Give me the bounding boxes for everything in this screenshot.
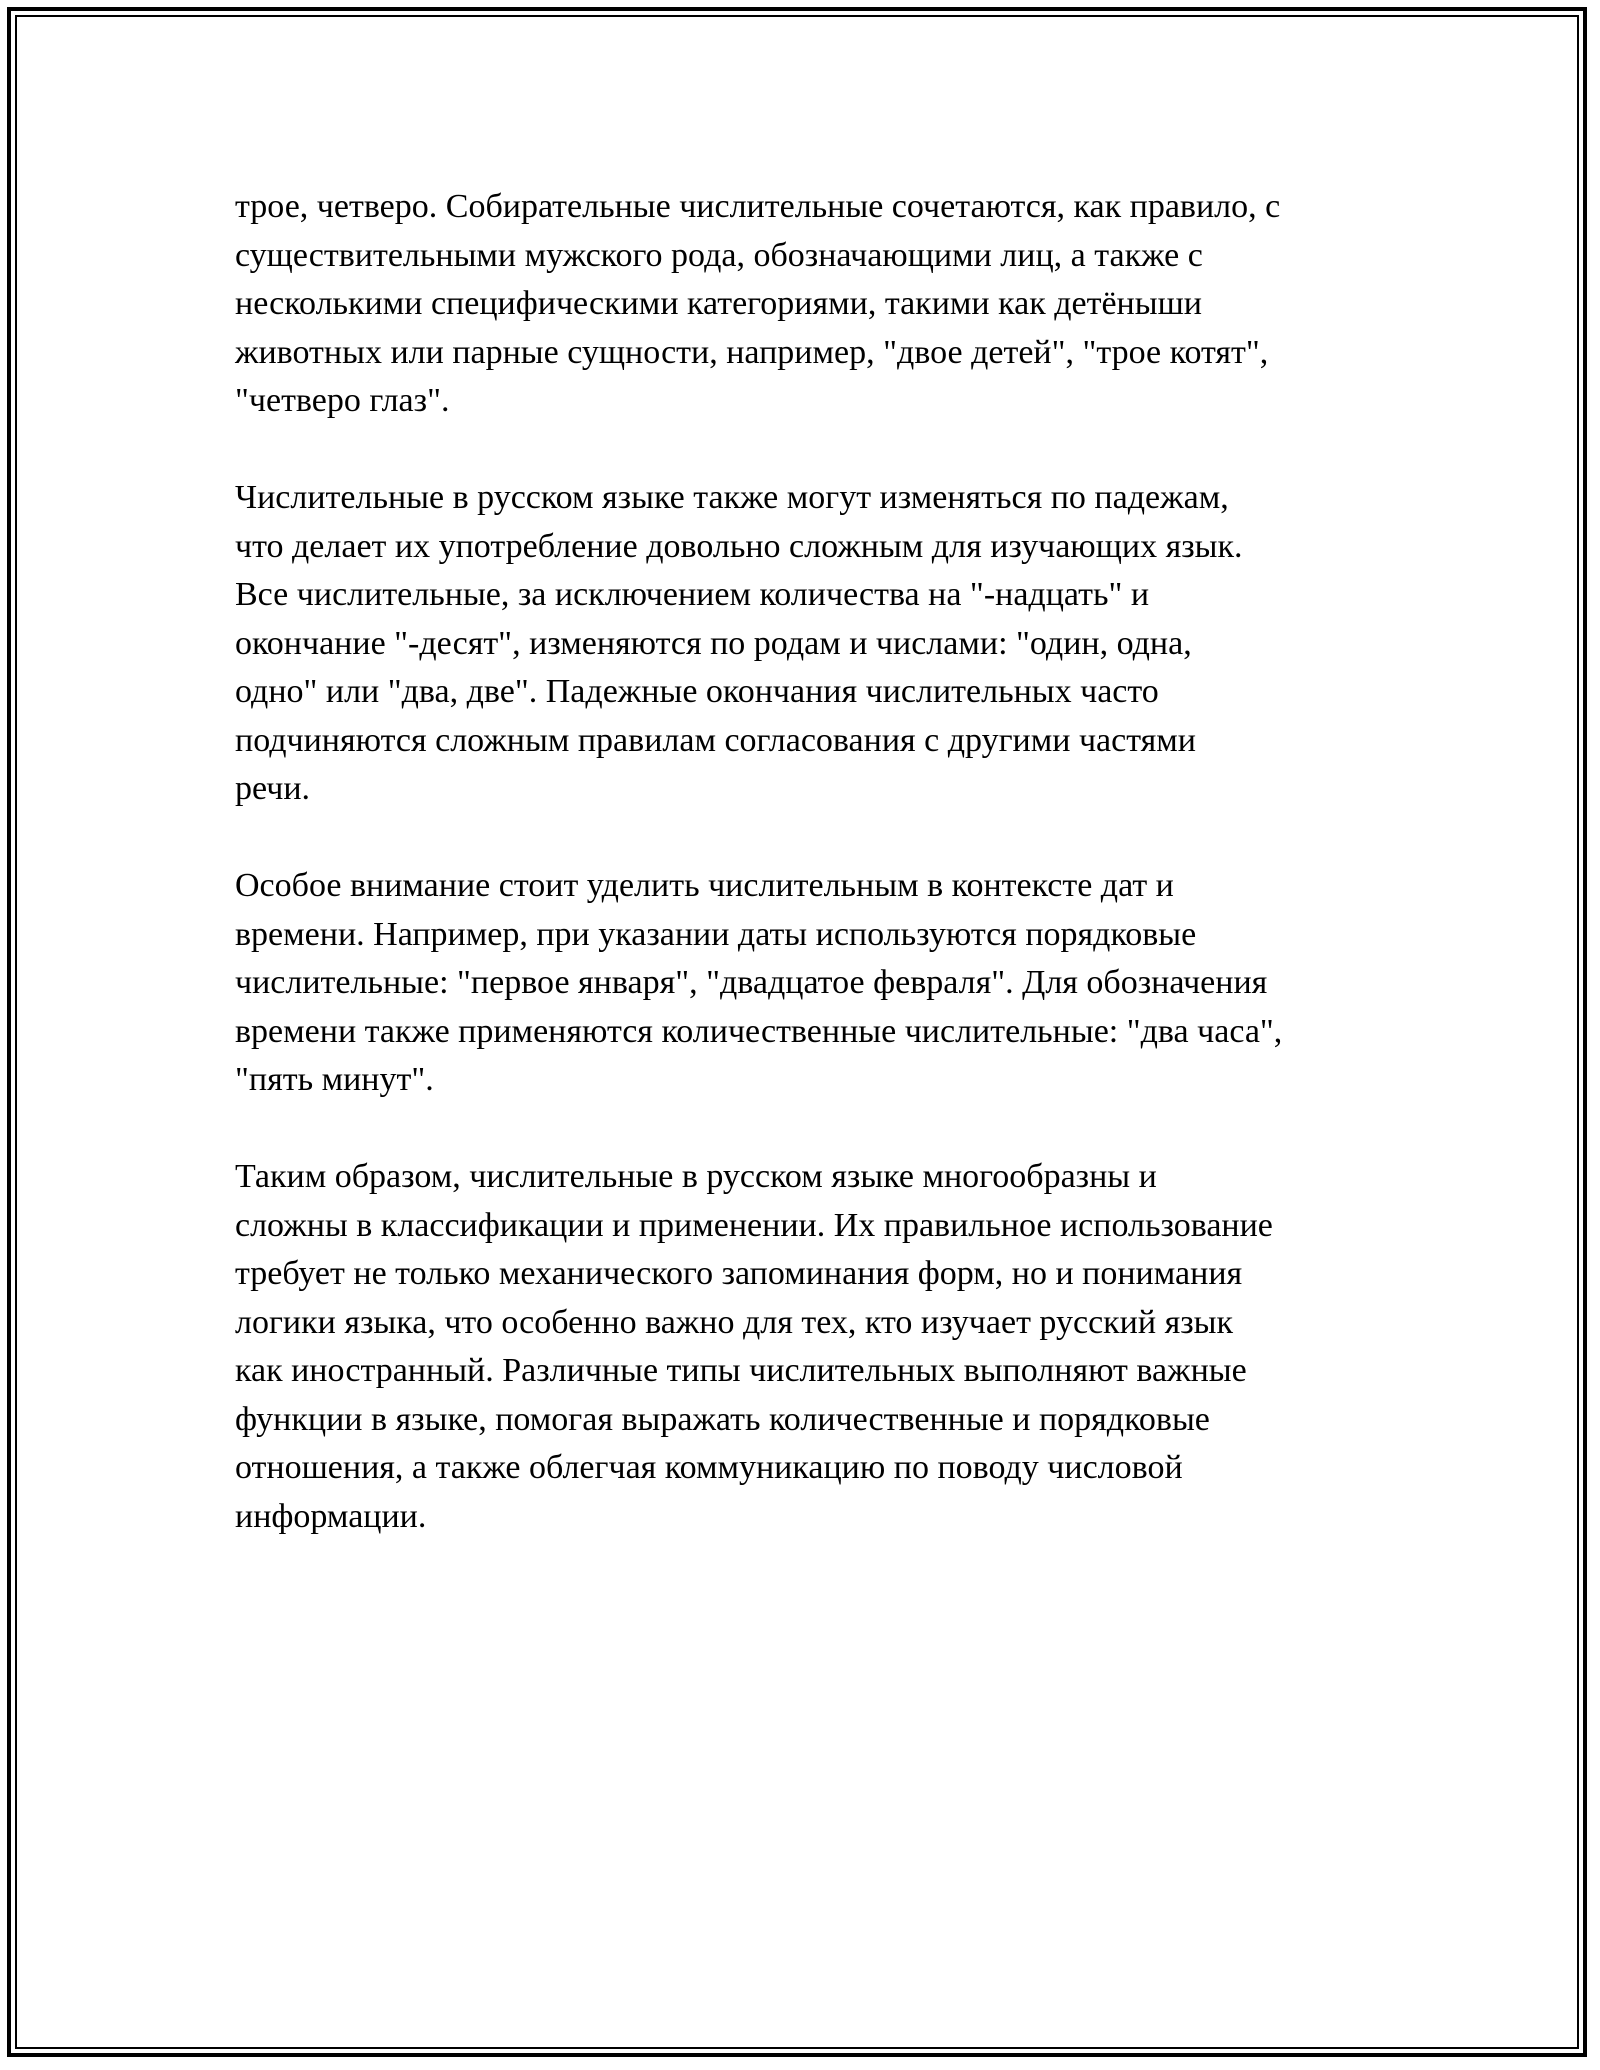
paragraph-line: что делает их употребление довольно сложным для изучающих язык. — [235, 527, 1243, 565]
paragraph-line: подчиняются сложным правилам согласования с другими частями — [235, 721, 1196, 759]
paragraph-line: Таким образом, числительные в русском языке многообразны и — [235, 1158, 1157, 1195]
paragraph-line: функции в языке, помогая выражать количественные и порядковые — [235, 1400, 1210, 1438]
paragraph-line: числительные: "первое января", "двадцатое февраля". Для обозначения — [235, 964, 1268, 1001]
paragraph-line: животных или парные сущности, например, "двое детей", "трое котят", — [235, 333, 1269, 371]
paragraph-line: Особое внимание стоит уделить числительным в контексте дат и — [235, 867, 1174, 904]
paragraph-line: информации. — [235, 1497, 427, 1535]
paragraph-1 — [235, 183, 1415, 426]
paragraph-line: сложны в классификации и применении. Их правильное использование — [235, 1206, 1273, 1244]
paragraph-3 — [235, 862, 1415, 1105]
paragraph-line: "пять минут". — [235, 1061, 434, 1098]
paragraph-line: Числительные в русском языке также могут изменяться по падежам, — [235, 479, 1229, 516]
paragraph-line: времени также применяются количественные числительные: "два часа", — [235, 1012, 1283, 1050]
paragraph-line: требует не только механического запоминания форм, но и понимания — [235, 1255, 1243, 1292]
document-body — [235, 183, 1415, 1590]
paragraph-line: времени. Например, при указании даты используются порядковые — [235, 915, 1197, 953]
paragraph-line: трое, четверо. Собирательные числительные сочетаются, как правило, с — [235, 188, 1281, 225]
paragraph-line: как иностранный. Различные типы числительных выполняют важные — [235, 1352, 1247, 1389]
paragraph-line: одно" или "два, две". Падежные окончания числительных часто — [235, 673, 1159, 710]
paragraph-2 — [235, 474, 1415, 814]
paragraph-line: окончание "-десят", изменяются по родам и числами: "один, одна, — [235, 624, 1192, 662]
paragraph-line: несколькими специфическими категориями, такими как детёныши — [235, 285, 1202, 322]
paragraph-line: Все числительные, за исключением количества на "-надцать" и — [235, 576, 1150, 613]
paragraph-line: речи. — [235, 770, 311, 807]
paragraph-line: существительными мужского рода, обозначающими лиц, а также с — [235, 236, 1203, 274]
paragraph-line: "четверо глаз". — [235, 382, 450, 419]
paragraph-line: логики языка, что особенно важно для тех, кто изучает русский язык — [235, 1303, 1234, 1341]
paragraph-line: отношения, а также облегчая коммуникацию по поводу числовой — [235, 1449, 1183, 1486]
paragraph-4 — [235, 1153, 1415, 1541]
